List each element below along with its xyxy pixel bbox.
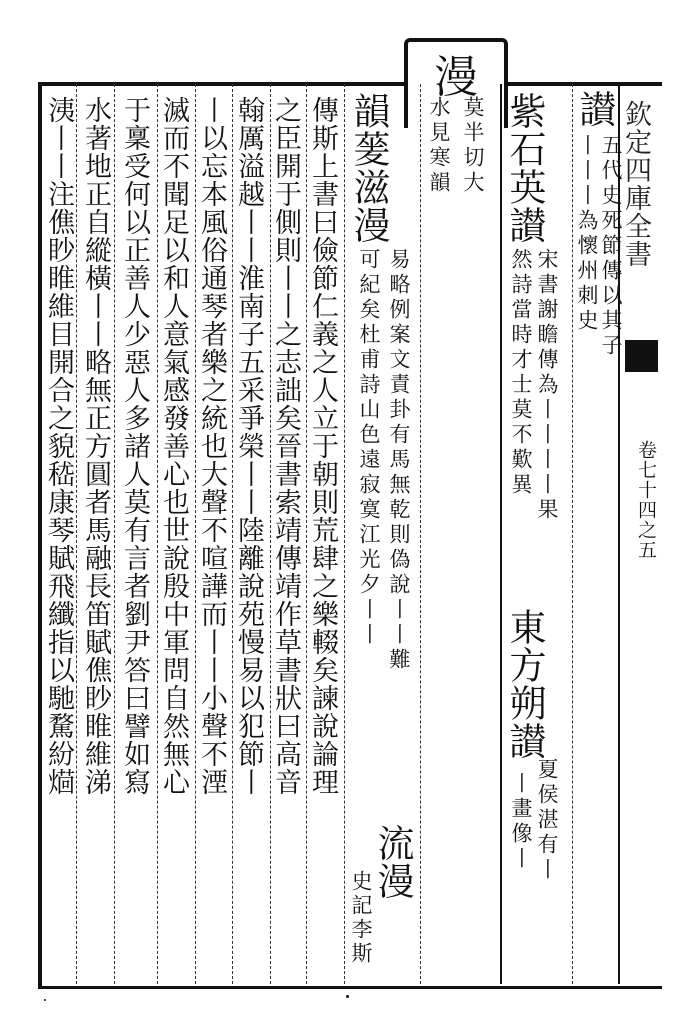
column-rule [114,84,115,984]
scan-speck [44,999,46,1001]
entry-note: 五代史死節傳以其子 [599,134,623,359]
volume-label: 卷七十四之五 [635,440,657,560]
body-text-column: 翰厲溢越丨丨淮南子五采爭榮丨丨陸離說苑慢易以犯節丨 [233,96,264,796]
body-text-column: 滅而不聞足以和人意氣感發善心也世說殷中軍問自然無心 [158,96,189,796]
edge-band [625,340,658,372]
column-rule [76,84,77,984]
column-rule [344,84,345,984]
body-text-column: 丨以忘本風俗通琴者樂之統也大聲不喧譁而丨丨小聲不湮 [196,96,227,796]
entry-note: 可紀矣杜甫詩山色遠寂寞江光夕丨丨 [357,248,381,648]
entry-note: 丨畫像丨 [509,772,533,872]
entry-note: 然詩當時才士莫不歎異 [509,248,533,498]
entry-heading: 韻蓌滋漫 [347,92,390,244]
body-text-column: 于稟受何以正善人少惡人多諸人莫有言者劉尹答曰譬如寫 [119,96,150,796]
entry-note: 宋書謝瞻傳為丨丨丨丨果 [535,248,559,523]
edge-title: 欽定四庫全書 [620,100,651,268]
column-rule [420,84,421,984]
entry-note: 易略例案文責卦有馬無乾則偽說丨丨難 [387,248,411,673]
entry-note: 史記李斯 [349,870,373,966]
pronunciation-note: 莫半切大 [461,96,485,196]
scan-speck [346,995,349,998]
entry-heading: 讃 [573,90,616,128]
entry-heading: 東方朔讃 [503,608,546,760]
entry-note: 丨丨丨為懷州刺史 [575,134,599,334]
entry-note: 夏侯湛有丨 [535,758,559,883]
body-text-column: 傳斯上書曰儉節仁義之人立于朝則荒肆之樂輟矣諫說論理 [307,96,338,796]
column-rule [572,84,573,984]
entry-heading: 紫石英讃 [503,92,546,244]
body-text-column: 洟丨丨注僬眇睢維目開合之貌嵇康琴賦飛纖指以馳騖紛𤌚 [43,96,74,796]
body-text-column: 水著地正自縱橫丨丨略無正方圓者馬融長笛賦僬眇睢維涕 [80,96,111,796]
body-text-column: 之臣開于側則丨丨之志詘矣晉書索靖傳靖作草書狀曰高音 [270,96,301,796]
entry-heading: 流漫 [371,824,414,900]
heading-character: 漫 [434,52,478,103]
pronunciation-note: 水見寒韻 [427,96,451,196]
column-rule [500,84,502,984]
